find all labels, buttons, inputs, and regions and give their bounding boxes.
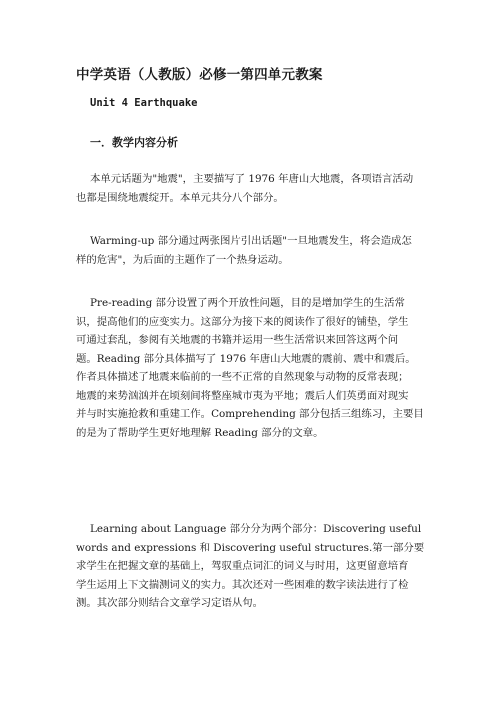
paragraph-1 bbox=[76, 170, 430, 207]
paragraph-line: 地震的来势汹汹并在顷刻间将整座城市夷为平地；震后人们英勇面对现实 bbox=[76, 389, 409, 402]
paragraph-line: 题。Reading 部分具体描写了 1976 年唐山大地震的震前、震中和震后。 bbox=[76, 352, 416, 365]
paragraph-line: Warming-up 部分通过两张图片引出话题"一旦地震发生，将会造成怎 bbox=[90, 235, 412, 247]
paragraph-line: 也都是围绕地震绽开。本单元共分八个部分。 bbox=[76, 191, 284, 204]
paragraph-line: 识，提高他们的应变实力。这部分为接下来的阅读作了很好的铺垫，学生 bbox=[76, 315, 409, 328]
paragraph-line: 样的危害"，为后面的主题作了一个热身运动。 bbox=[76, 253, 289, 266]
paragraph-line: Learning about Language 部分分为两个部分：Discovering useful bbox=[90, 523, 422, 535]
paragraph-2 bbox=[76, 232, 430, 269]
paragraph-line: Pre-reading 部分设置了两个开放性问题，目的是增加学生的生活常 bbox=[90, 297, 405, 309]
section-heading: 一．教学内容分析 bbox=[90, 136, 178, 149]
paragraph-line: 学生运用上下文揣测词义的实力。其次还对一些困难的数字读法进行了检 bbox=[76, 578, 409, 591]
paragraph-3 bbox=[76, 294, 430, 442]
unit-heading: Unit 4 Earthquake bbox=[90, 97, 198, 109]
paragraph-line: 测。其次部分则结合文章学习定语从句。 bbox=[76, 597, 264, 609]
paragraph-4 bbox=[76, 520, 430, 613]
paragraph-line: 的是为了帮助学生更好地理解 Reading 部分的文章。 bbox=[76, 426, 324, 439]
paragraph-line: 求学生在把握文章的基础上，驾驭重点词汇的词义与时用，这更留意培育 bbox=[76, 560, 409, 572]
paragraph-line: 作者具体描述了地震来临前的一些不正常的自然现象与动物的反常表现； bbox=[76, 371, 409, 383]
paragraph-line: 可通过套乱，参阅有关地震的书籍并运用一些生活常识来回答这两个问 bbox=[76, 334, 399, 346]
paragraph-line: 并与时实施抢救和重建工作。Comprehending 部分包括三组练习，主要目 bbox=[76, 408, 424, 420]
paragraph-line: words and expressions 和 Discovering useful structures.第一部分要 bbox=[76, 541, 425, 554]
document-title: 中学英语（人教版）必修一第四单元教案 bbox=[76, 67, 323, 83]
paragraph-line: 本单元话题为"地震"，主要描写了 1976 年唐山大地震，各项语言活动 bbox=[90, 173, 414, 185]
